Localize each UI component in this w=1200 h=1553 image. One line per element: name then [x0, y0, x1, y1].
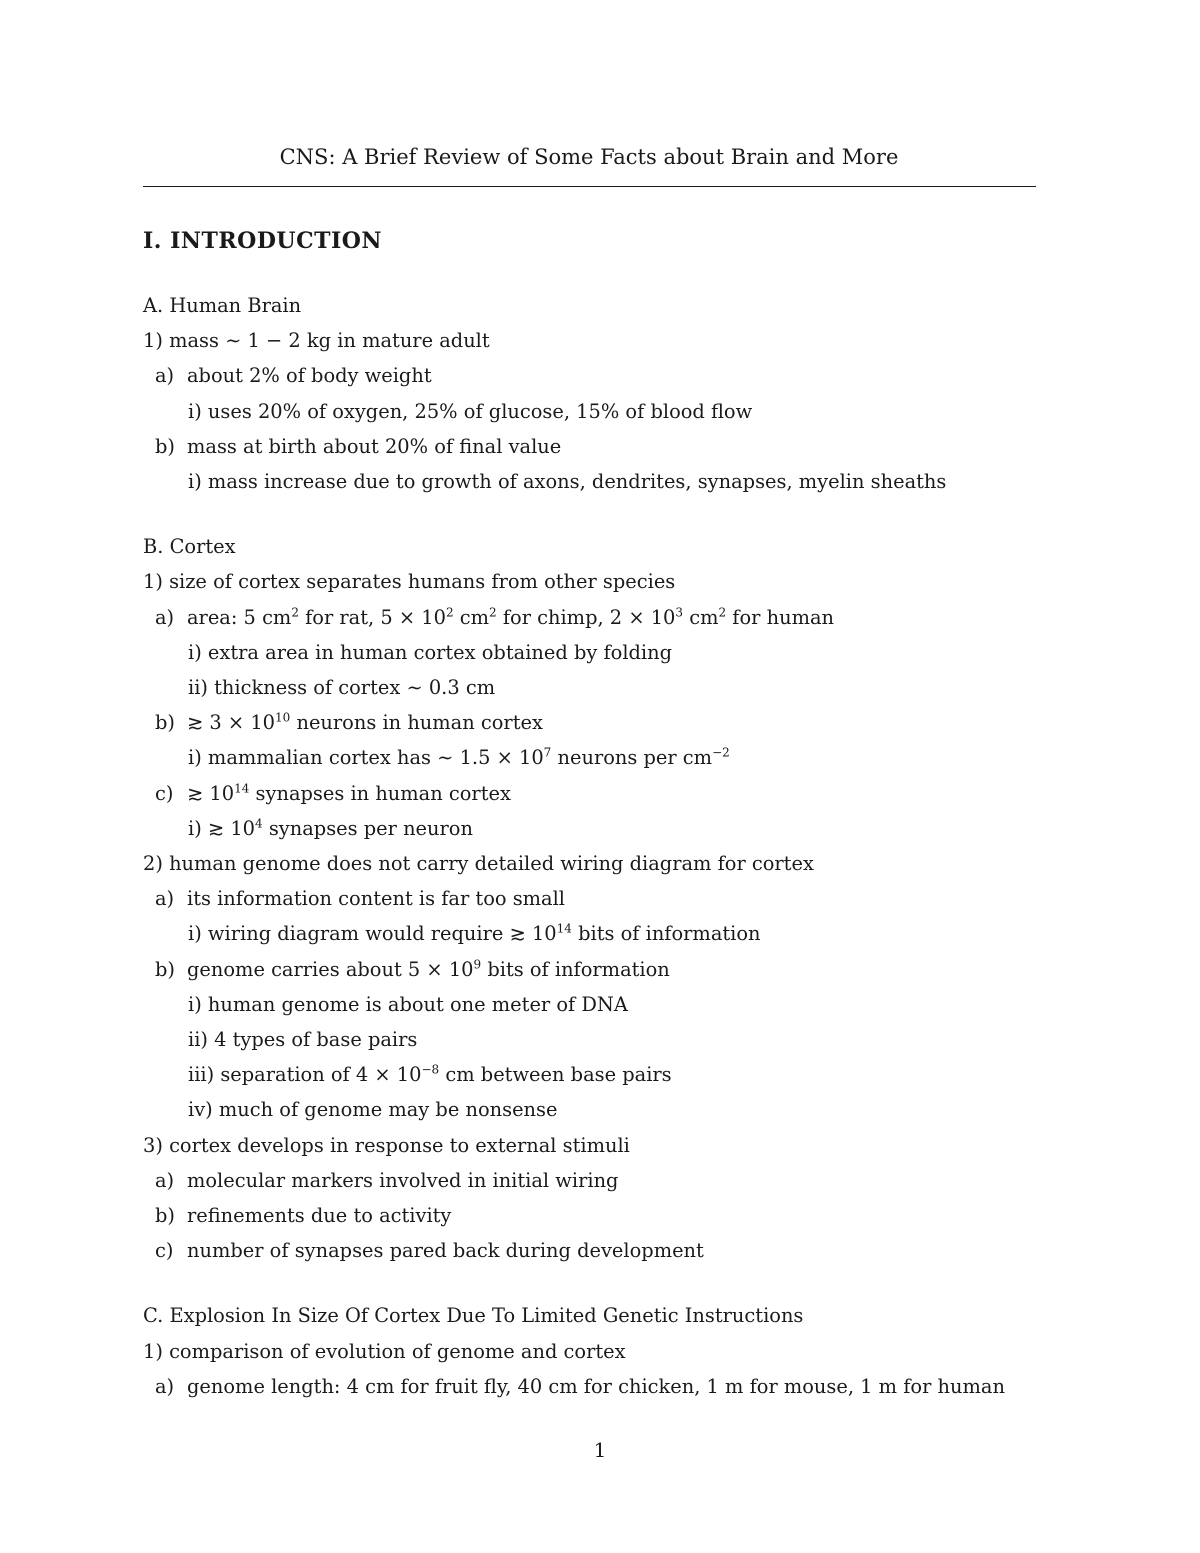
text-run: bits of information: [571, 922, 761, 946]
item-text: [187, 711, 543, 734]
item-text: its information content is far too small: [187, 887, 566, 911]
item-marker: a): [155, 1374, 175, 1398]
text-run: ≳ 10: [187, 781, 235, 805]
item-text: number of synapses pared back during development: [187, 1239, 704, 1263]
text-run: iii) separation of 4 × 10: [188, 1063, 422, 1087]
text-run: i) ≳ 10: [188, 816, 256, 840]
list-item: i) mass increase due to growth of axons, dendrites, synapses, myelin sheaths: [188, 470, 947, 494]
list-item: 1) comparison of evolution of genome and cortex: [143, 1339, 626, 1363]
list-item: [143, 358, 1043, 393]
exponent: 3: [675, 605, 684, 620]
exponent: 7: [543, 745, 552, 760]
subsection-heading: B. Cortex: [143, 535, 236, 559]
exponent: −8: [421, 1062, 440, 1077]
exponent: 2: [445, 605, 454, 620]
list-item: [143, 1198, 1043, 1233]
item-text: [187, 958, 670, 981]
text-run: for chimp, 2 × 10: [496, 605, 676, 629]
list-item: [143, 740, 1043, 775]
page-number: 1: [593, 1438, 607, 1462]
exponent: 4: [255, 816, 263, 831]
list-item: [143, 1233, 1043, 1268]
exponent: 10: [275, 710, 291, 725]
list-item: ii) 4 types of base pairs: [188, 1028, 418, 1052]
exponent: 14: [556, 922, 572, 936]
list-item: [143, 952, 1043, 987]
text-run: i) mammalian cortex has ∼ 1.5 × 10: [188, 746, 544, 770]
list-item: [143, 1369, 1043, 1404]
text-run: cm between base pairs: [439, 1063, 672, 1087]
item-marker: c): [155, 1239, 174, 1263]
header-rule: [143, 186, 1036, 187]
list-item: [143, 1163, 1043, 1198]
item-text: about 2% of body weight: [187, 364, 432, 388]
exponent: 2: [489, 605, 497, 620]
item-marker: b): [155, 1204, 175, 1228]
list-item: [143, 776, 1043, 811]
text-run: for rat, 5 × 10: [298, 605, 446, 629]
item-marker: a): [155, 887, 175, 911]
list-item: 1) size of cortex separates humans from other species: [143, 570, 676, 594]
item-marker: a): [155, 364, 175, 388]
list-item: iv) much of genome may be nonsense: [188, 1098, 558, 1122]
list-item: [143, 811, 1043, 846]
text-run: i) wiring diagram would require ≳ 10: [188, 922, 557, 946]
item-text: genome length: 4 cm for fruit fly, 40 cm for chicken, 1 m for mouse, 1 m for human: [187, 1374, 1005, 1398]
list-item: [143, 916, 1043, 951]
item-text: [187, 782, 511, 805]
item-text: [187, 606, 834, 629]
page-header-title: CNS: A Brief Review of Some Facts about Brain and More: [279, 145, 899, 169]
text-run: neurons per cm: [551, 746, 713, 770]
text-run: bits of information: [481, 957, 670, 981]
list-item: [143, 705, 1043, 740]
text-run: area: 5 cm: [187, 605, 292, 629]
text-run: genome carries about 5 × 10: [187, 957, 474, 981]
subsection-human-brain: [143, 288, 1043, 499]
list-item: i) extra area in human cortex obtained by folding: [188, 640, 673, 664]
text-run: synapses per neuron: [262, 816, 473, 840]
item-text: refinements due to activity: [187, 1204, 452, 1228]
list-item: 3) cortex develops in response to external stimuli: [143, 1133, 630, 1157]
exponent: −2: [712, 745, 730, 760]
exponent: 9: [473, 957, 482, 972]
item-marker: b): [155, 711, 175, 735]
item-text: mass at birth about 20% of final value: [187, 434, 562, 458]
subsection-heading: A. Human Brain: [143, 294, 302, 317]
text-run: cm: [683, 605, 719, 629]
item-marker: b): [155, 434, 175, 458]
text-run: cm: [453, 605, 490, 629]
subsection-cortex: [143, 529, 1043, 1268]
text-run: neurons in human cortex: [290, 711, 543, 735]
exponent: 14: [234, 781, 250, 796]
item-marker: b): [155, 957, 175, 981]
text-run: synapses in human cortex: [249, 781, 511, 805]
item-marker: a): [155, 605, 175, 629]
list-item: i) uses 20% of oxygen, 25% of glucose, 15% of blood flow: [188, 399, 753, 423]
text-run: for human: [726, 605, 835, 629]
subsection-heading: C. Explosion In Size Of Cortex Due To Limited Genetic Instructions: [143, 1304, 804, 1328]
item-marker: a): [155, 1168, 175, 1192]
list-item: 1) mass ∼ 1 − 2 kg in mature adult: [143, 329, 490, 353]
list-item: i) human genome is about one meter of DNA: [188, 992, 628, 1016]
item-text: molecular markers involved in initial wiring: [187, 1168, 619, 1192]
item-marker: c): [155, 781, 174, 805]
exponent: 2: [718, 605, 727, 620]
list-item: [143, 600, 1043, 635]
list-item: [143, 1057, 1043, 1092]
subsection-explosion: [143, 1298, 1043, 1404]
list-item: 2) human genome does not carry detailed wiring diagram for cortex: [143, 852, 814, 876]
list-item: [143, 429, 1043, 464]
page-content: [143, 224, 1043, 1404]
list-item: ii) thickness of cortex ∼ 0.3 cm: [188, 676, 496, 700]
text-run: ≳ 3 × 10: [187, 711, 275, 735]
exponent: 2: [291, 605, 299, 620]
section-title: I. INTRODUCTION: [143, 228, 383, 254]
list-item: [143, 881, 1043, 916]
